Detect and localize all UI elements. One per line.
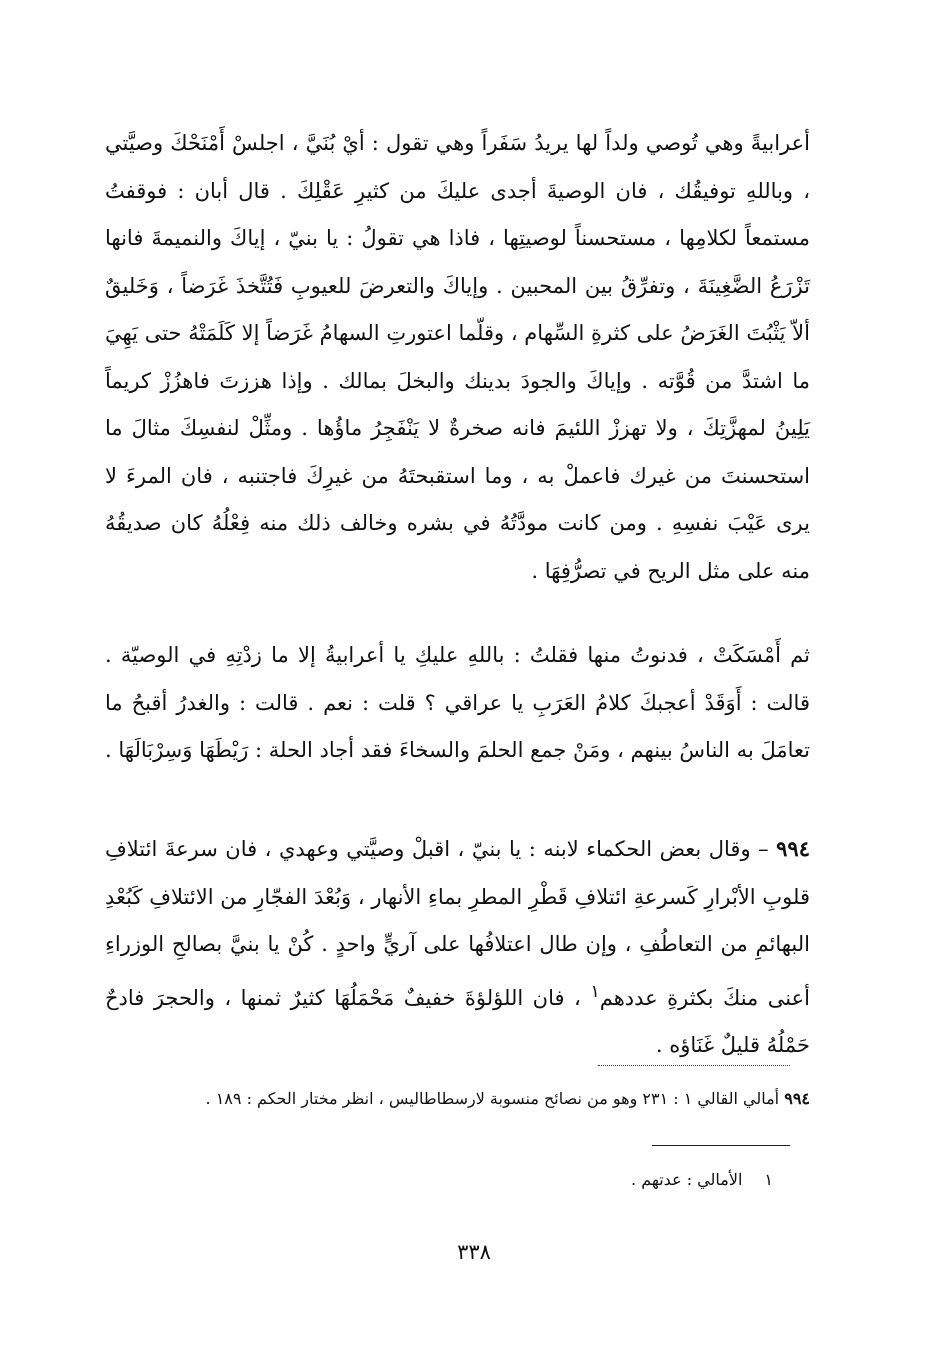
source-note <box>105 1086 810 1112</box>
body-paragraph-1: أعرابيةً وهي تُوصي ولداً لها يريدُ سَفَراً وهي تقول : أيْ بُنَيَّ ، اجلسْ أَمْنَحْكَ وصيَّتي ، وباللهِ توفيقُك ، فان الوصيةَ أجدى عليكَ من كثيرِ عَقْلِكَ . قال أبان : فوقفتُ مستمعاً لكلامِها ، مستحسناً لوصيتِها ، فاذا هي تقولُ : يا بنيّ ، إياكَ والنميمةَ فانها تَزْرَعُ الضَّغِينَةَ ، وتفرِّقُ بين المحبين . وإياكَ والتعرضَ للعيوبِ فَتُتَّخذَ غَرَضاً ، وَخَليقٌ ألاّ يَثْبُتَ الغَرَضُ على كثرةِ السِّهام ، وقلّما اعتورتِ السهامُ غَرَضاً إلا كَلَمَتْهُ حتى يَهِيَ ما اشتدَّ من قُوَّته . وإياكَ والجودَ بدينك والبخلَ بمالك . وإذا هززتَ فاهزُزْ كريماً يَلِينُ لمهزَّتِكَ ، ولا تهززْ اللئيمَ فانه صخرةٌ لا يَنْفَجِرُ ماؤُها . ومثِّلْ لنفسِكَ مثالَ ما استحسنتَ من غيرك فاعملْ به ، وما استقبحتَهُ من غيرِكَ فاجتنبه ، فان المرءَ لا يرى عَيْبَ نفسِهِ . ومن كانت مودَّتُهُ في بشره وخالف ذلك منه فِعْلُهُ كان صديقُهُ منه على مثل الريح في تصرُّفِهَا . <box>105 131 810 583</box>
footnote <box>105 1167 773 1193</box>
entry-text-end: ، فان اللؤلؤةَ خفيفٌ مَحْمَلُهَا كثيرٌ ثمنها ، والحجرَ فادحٌ حَمْلُهُ قليلٌ غَنَاؤه . <box>105 985 810 1057</box>
body-paragraph-3 <box>105 825 810 1070</box>
entry-number: ٩٩٤ <box>776 836 810 861</box>
footnote-mark: ١ <box>764 1170 773 1189</box>
footnote-reference: ١ <box>590 981 600 1002</box>
entry-text: وقال بعض الحكماء لابنه : يا بنيّ ، اقبلْ وصيَّتي وعهدي ، فان سرعةَ ائتلافِ قلوبِ الأبْرارِ كَسرعةِ ائتلافِ قَطْرِ المطرِ بماءِ الأنهار ، وَبُعْدَ الفجّارِ من الائتلافِ كَبُعْدِ البهائمِ من التعاطُفِ ، وإن طال اعتلافُها على آريٍّ واحدٍ . كُنْ يا بنيَّ بصالحِ الوزراءِ أعنى منكَ بكثرةِ عددهم <box>105 837 810 1010</box>
entry-dash: – <box>758 837 769 861</box>
footnote-text: الأمالي : عدتهم . <box>631 1170 743 1189</box>
body-paragraph-2: ثم أَمْسَكَتْ ، فدنوتُ منها فقلتُ : باللهِ عليكِ يا أعرابيةُ إلا ما زدْتِهِ في الوصيّة . قالت : أَوَقَدْ أعجبكَ كلامُ العَرَبِ يا عراقي ؟ قلت : نعم . قالت : والغدرُ أقبحُ ما تعامَلَ به الناسُ بينهم ، ومَنْ جمع الحلمَ والسخاءَ فقد أجاد الحلة : رَيْطَهَا وَسِرْبَالَهَا . <box>105 643 810 762</box>
footnote-separator <box>652 1145 790 1146</box>
dotted-separator <box>598 1065 790 1066</box>
page-number: ٣٣٨ <box>457 1240 491 1264</box>
source-note-number: ٩٩٤ <box>784 1089 810 1108</box>
source-note-text: أمالي القالي ١ : ٢٣١ وهو من نصائح منسوبة لارسطاطاليس ، انظر مختار الحكم : ١٨٩ . <box>205 1089 780 1108</box>
